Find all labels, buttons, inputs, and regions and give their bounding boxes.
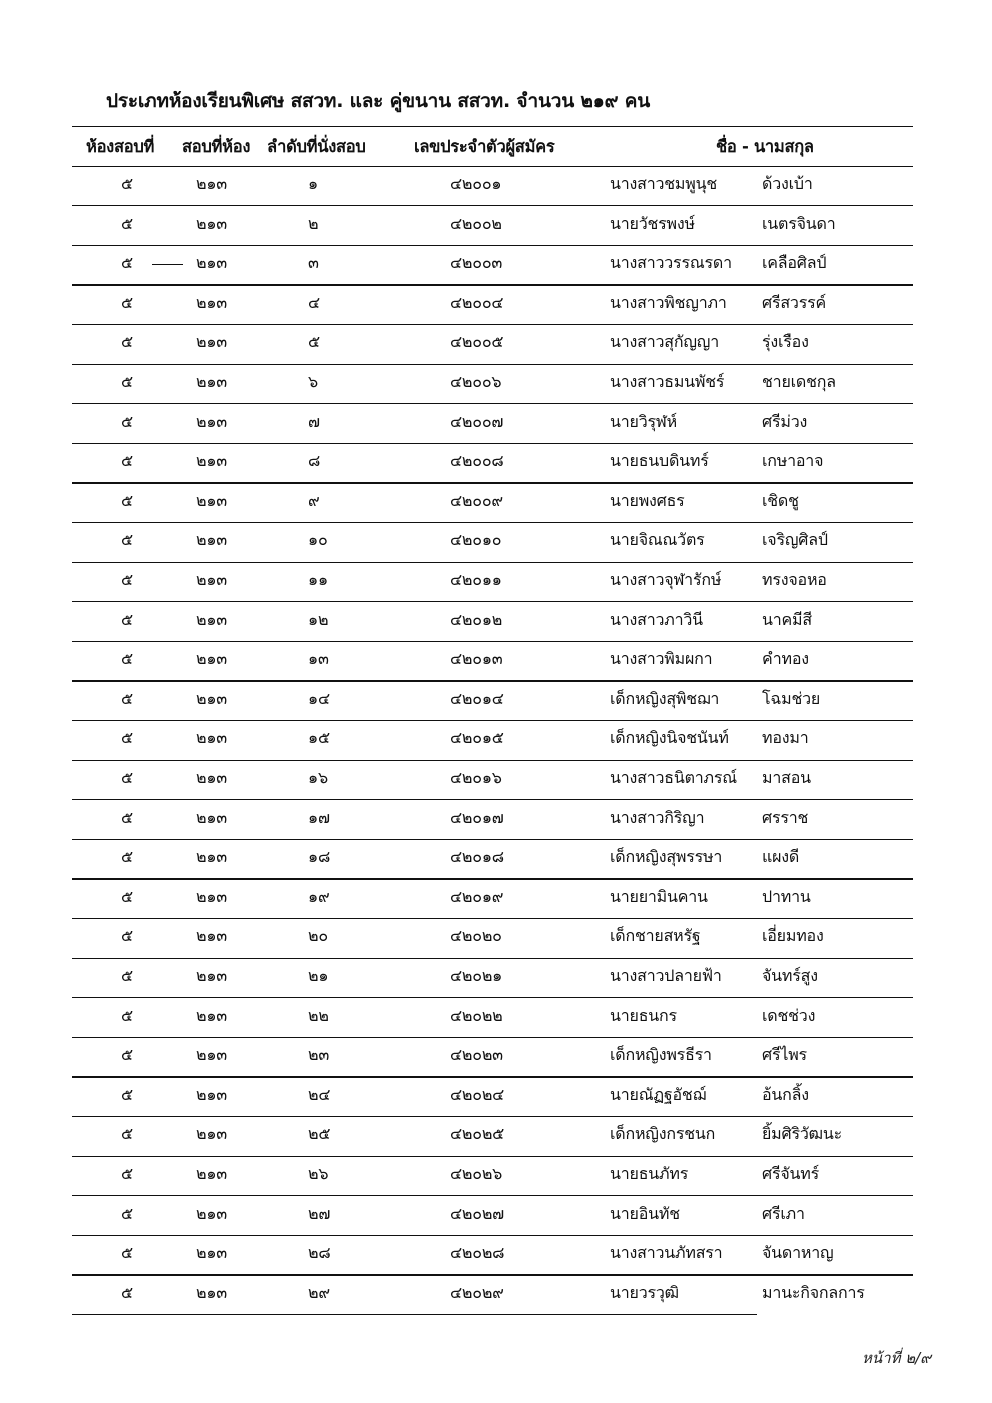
cell-last-name: ทองมา [762,728,809,748]
cell-seat: ๒๗ [308,1203,331,1223]
cell-last-name: นาคมีสี [762,609,812,629]
cell-first-name: นายธนบดินทร์ [610,451,709,471]
cell-applicant-id: ๔๒๐๐๔ [450,292,504,312]
cell-first-name: เด็กหญิงกรชนก [610,1124,716,1144]
table-row [72,839,913,879]
cell-applicant-id: ๔๒๐๐๑ [450,174,502,193]
cell-room: ๕ [121,253,133,273]
table-row [72,998,913,1038]
table-row [72,483,913,523]
cell-last-name: เจริญศิลป์ [762,530,828,550]
cell-exam-room: ๒๑๓ [196,253,228,273]
cell-room: ๕ [121,570,133,589]
cell-last-name: เชิดชู [762,490,799,510]
table-row [72,1275,913,1315]
table-row [72,206,913,246]
cell-exam-room: ๒๑๓ [196,649,228,669]
cell-exam-room: ๒๑๓ [196,174,228,193]
cell-room: ๕ [121,1243,133,1263]
cell-room: ๕ [121,886,133,906]
cell-seat: ๙ [308,490,320,510]
cell-first-name: เด็กชายสหรัฐ [610,926,701,946]
cell-exam-room: ๒๑๓ [196,292,228,312]
table-row [72,404,913,444]
table-row [72,443,913,483]
cell-first-name: นายวัชรพงษ์ [610,213,695,233]
table-row [72,800,913,840]
cell-last-name: เกษาอาจ [762,451,824,471]
cell-last-name: เนตรจินดา [762,213,836,233]
cell-first-name: นางสาวภาวินี [610,609,703,629]
cell-exam-room: ๒๑๓ [196,728,228,748]
header-seat: ลำดับที่นั่งสอบ [267,137,366,156]
cell-exam-room: ๒๑๓ [196,411,228,431]
cell-last-name: ทรงจอหอ [762,570,827,589]
cell-room: ๕ [121,649,133,669]
cell-room: ๕ [121,372,133,391]
header-room: ห้องสอบที่ [86,137,155,156]
cell-room: ๕ [121,966,133,985]
cell-applicant-id: ๔๒๐๒๙ [450,1282,504,1302]
table-row [72,245,913,285]
cell-applicant-id: ๔๒๐๑๖ [450,768,502,787]
table-top-border [72,126,913,127]
cell-room: ๕ [121,1282,133,1302]
cell-first-name: นางสาวปลายฟ้า [610,966,722,985]
cell-first-name: นางสาวพิมผกา [610,649,713,669]
table-row [72,1235,913,1275]
cell-applicant-id: ๔๒๐๒๗ [450,1203,505,1223]
row-divider [72,1314,757,1315]
cell-first-name: นายวิรุฬห์ [610,411,677,431]
table-row [72,641,913,681]
cell-seat: ๑๑ [308,570,328,589]
cell-last-name: ปาทาน [762,886,811,906]
cell-exam-room: ๒๑๓ [196,966,228,985]
table-row [72,879,913,919]
cell-exam-room: ๒๑๓ [196,451,228,471]
cell-applicant-id: ๔๒๐๐๕ [450,332,504,352]
cell-room: ๕ [121,768,133,787]
cell-seat: ๑๔ [308,688,330,708]
cell-seat: ๔ [308,292,320,312]
cell-last-name: ชายเดชกุล [762,372,836,391]
cell-exam-room: ๒๑๓ [196,372,228,391]
cell-applicant-id: ๔๒๐๐๖ [450,372,502,391]
cell-applicant-id: ๔๒๐๒๓ [450,1045,503,1065]
cell-applicant-id: ๔๒๐๒๕ [450,1124,505,1144]
cell-first-name: นางสาวนภัทสรา [610,1243,723,1263]
cell-exam-room: ๒๑๓ [196,807,228,827]
cell-room: ๕ [121,174,133,193]
cell-seat: ๕ [308,332,320,352]
cell-last-name: จันดาหาญ [762,1243,834,1263]
cell-seat: ๒๒ [308,1005,329,1025]
cell-first-name: นายจิณณวัตร [610,530,705,550]
table-row [72,760,913,800]
cell-first-name: เด็กหญิงสุพรรษา [610,847,723,867]
cell-last-name: มาสอน [762,768,811,787]
cell-first-name: นายณัฏฐอัชฌ์ [610,1084,707,1104]
cell-exam-room: ๒๑๓ [196,1243,228,1263]
header-applicant-id: เลขประจำตัวผู้สมัคร [414,137,555,156]
cell-applicant-id: ๔๒๐๐๒ [450,213,502,233]
cell-seat: ๗ [308,411,320,431]
cell-exam-room: ๒๑๓ [196,1203,228,1223]
cell-room: ๕ [121,530,133,550]
cell-seat: ๑ [308,174,318,193]
cell-applicant-id: ๔๒๐๐๙ [450,490,503,510]
cell-first-name: นายวรวุฒิ [610,1282,679,1302]
cell-first-name: นางสาวพิชญาภา [610,292,727,312]
cell-exam-room: ๒๑๓ [196,1005,228,1025]
cell-seat: ๑๗ [308,807,330,827]
cell-seat: ๒๖ [308,1164,329,1183]
table-row [72,166,913,206]
cell-last-name: ศรีสวรรค์ [762,292,826,312]
cell-exam-room: ๒๑๓ [196,1282,228,1302]
cell-seat: ๓ [308,253,319,273]
cell-first-name: นายอินทัช [610,1203,680,1223]
cell-seat: ๒๔ [308,1084,331,1104]
document-title: ประเภทห้องเรียนพิเศษ สสวท. และ คู่ขนาน สสวท. จำนวน ๒๑๙ คน [106,90,651,112]
cell-first-name: นายพงศธร [610,490,685,510]
cell-seat: ๒๕ [308,1124,331,1144]
cell-first-name: นางสาวธมนพัชร์ [610,372,725,391]
cell-last-name: ศรีม่วง [762,411,808,431]
cell-seat: ๒๘ [308,1243,331,1263]
cell-room: ๕ [121,1124,133,1144]
cell-exam-room: ๒๑๓ [196,213,228,233]
cell-room: ๕ [121,728,133,748]
cell-seat: ๑๐ [308,530,328,550]
cell-exam-room: ๒๑๓ [196,847,228,867]
cell-applicant-id: ๔๒๐๑๗ [450,807,504,827]
cell-seat: ๒๓ [308,1045,330,1065]
cell-first-name: นายธนกร [610,1005,677,1025]
cell-seat: ๑๘ [308,847,331,867]
cell-applicant-id: ๔๒๐๒๔ [450,1084,505,1104]
cell-room: ๕ [121,688,133,708]
cell-first-name: นายธนภัทร [610,1164,689,1183]
cell-exam-room: ๒๑๓ [196,768,228,787]
cell-last-name: มานะกิจกลการ [762,1282,865,1302]
cell-seat: ๘ [308,451,321,471]
cell-first-name: เด็กหญิงนิจชนันท์ [610,728,729,748]
cell-first-name: เด็กหญิงสุพิชฌา [610,688,720,708]
cell-applicant-id: ๔๒๐๑๐ [450,530,502,550]
cell-room: ๕ [121,1005,133,1025]
table-row [72,562,913,602]
cell-seat: ๒ [308,213,319,233]
cell-room: ๕ [121,332,133,352]
cell-first-name: นางสาวธนิตาภรณ์ [610,768,737,787]
cell-last-name: แผงดี [762,847,800,867]
table-row [72,1037,913,1077]
cell-applicant-id: ๔๒๐๐๗ [450,411,504,431]
cell-room: ๕ [121,411,133,431]
cell-first-name: นางสาวจุฬารักษ์ [610,570,722,589]
cell-room: ๕ [121,1084,133,1104]
table-row [72,720,913,760]
cell-exam-room: ๒๑๓ [196,1045,228,1065]
cell-exam-room: ๒๑๓ [196,886,228,906]
cell-applicant-id: ๔๒๐๑๓ [450,649,503,669]
cell-room: ๕ [121,451,133,471]
cell-applicant-id: ๔๒๐๑๕ [450,728,504,748]
cell-exam-room: ๒๑๓ [196,609,228,629]
cell-room: ๕ [121,609,133,629]
page-number: หน้าที่ ๒/๙ [862,1349,932,1367]
table-row [72,522,913,562]
header-exam-room: สอบที่ห้อง [182,137,251,156]
cell-last-name: เคลือศิลป์ [762,253,827,273]
cell-seat: ๒๐ [308,926,328,946]
cell-seat: ๑๓ [308,649,329,669]
cell-first-name: เด็กหญิงพรธีรา [610,1045,712,1065]
cell-applicant-id: ๔๒๐๑๒ [450,609,503,629]
cell-seat: ๑๒ [308,609,329,629]
cell-room: ๕ [121,1203,133,1223]
cell-first-name: นางสาวสุกัญญา [610,332,719,352]
cell-applicant-id: ๔๒๐๒๘ [450,1243,505,1263]
table-row [72,1156,913,1196]
cell-room: ๕ [121,213,133,233]
cell-applicant-id: ๔๒๐๑๑ [450,570,502,589]
cell-exam-room: ๒๑๓ [196,688,228,708]
cell-last-name: ศรีจันทร์ [762,1164,820,1183]
table-row [72,324,913,364]
table-row [72,1077,913,1117]
cell-seat: ๒๑ [308,966,329,985]
table-row [72,602,913,642]
cell-exam-room: ๒๑๓ [196,926,228,946]
cell-exam-room: ๒๑๓ [196,570,228,589]
cell-last-name: จันทร์สูง [762,966,818,985]
cell-first-name: นางสาวกิริญา [610,807,705,827]
header-name: ชื่อ - นามสกุล [716,137,814,156]
cell-first-name: นางสาววรรณรดา [610,253,732,273]
table-row [72,285,913,325]
cell-applicant-id: ๔๒๐๑๙ [450,886,504,906]
cell-room: ๕ [121,292,133,312]
cell-last-name: ศรีไพร [762,1045,807,1065]
cell-room: ๕ [121,1045,133,1065]
cell-room: ๕ [121,847,133,867]
cell-applicant-id: ๔๒๐๒๑ [450,966,503,985]
cell-applicant-id: ๔๒๐๐๘ [450,451,504,471]
cell-last-name: ศรีเภา [762,1203,805,1223]
cell-seat: ๒๙ [308,1282,330,1302]
table-row [72,1196,913,1236]
stray-dash-mark [152,264,183,265]
cell-first-name: นายยามินคาน [610,886,708,906]
cell-exam-room: ๒๑๓ [196,490,228,510]
cell-last-name: ยิ้มศิริวัฒนะ [762,1124,843,1144]
cell-last-name: คำทอง [762,649,809,669]
cell-applicant-id: ๔๒๐๒๐ [450,926,502,946]
cell-applicant-id: ๔๒๐๒๖ [450,1164,503,1183]
cell-first-name: นางสาวชมพูนุช [610,174,718,193]
cell-room: ๕ [121,807,133,827]
cell-exam-room: ๒๑๓ [196,530,228,550]
cell-room: ๕ [121,926,133,946]
cell-exam-room: ๒๑๓ [196,1124,228,1144]
cell-seat: ๑๙ [308,886,330,906]
cell-last-name: ศรราช [762,807,809,827]
cell-applicant-id: ๔๒๐๐๓ [450,253,503,273]
cell-seat: ๑๖ [308,768,328,787]
cell-last-name: อ้นกลิ้ง [762,1084,809,1104]
cell-last-name: เอี่ยมทอง [762,926,824,946]
cell-exam-room: ๒๑๓ [196,1084,228,1104]
table-row [72,1116,913,1156]
cell-exam-room: ๒๑๓ [196,1164,228,1183]
cell-last-name: เดชช่วง [762,1005,816,1025]
cell-seat: ๖ [308,372,318,391]
cell-last-name: ด้วงเบ้า [762,174,813,193]
cell-last-name: รุ่งเรือง [762,332,809,352]
cell-applicant-id: ๔๒๐๑๔ [450,688,504,708]
cell-last-name: โฉมช่วย [762,688,821,708]
cell-seat: ๑๕ [308,728,330,748]
cell-room: ๕ [121,1164,133,1183]
table-row [72,958,913,998]
table-row [72,918,913,958]
table-row [72,681,913,721]
cell-applicant-id: ๔๒๐๒๒ [450,1005,503,1025]
table-row [72,364,913,404]
cell-exam-room: ๒๑๓ [196,332,228,352]
cell-room: ๕ [121,490,133,510]
cell-applicant-id: ๔๒๐๑๘ [450,847,504,867]
